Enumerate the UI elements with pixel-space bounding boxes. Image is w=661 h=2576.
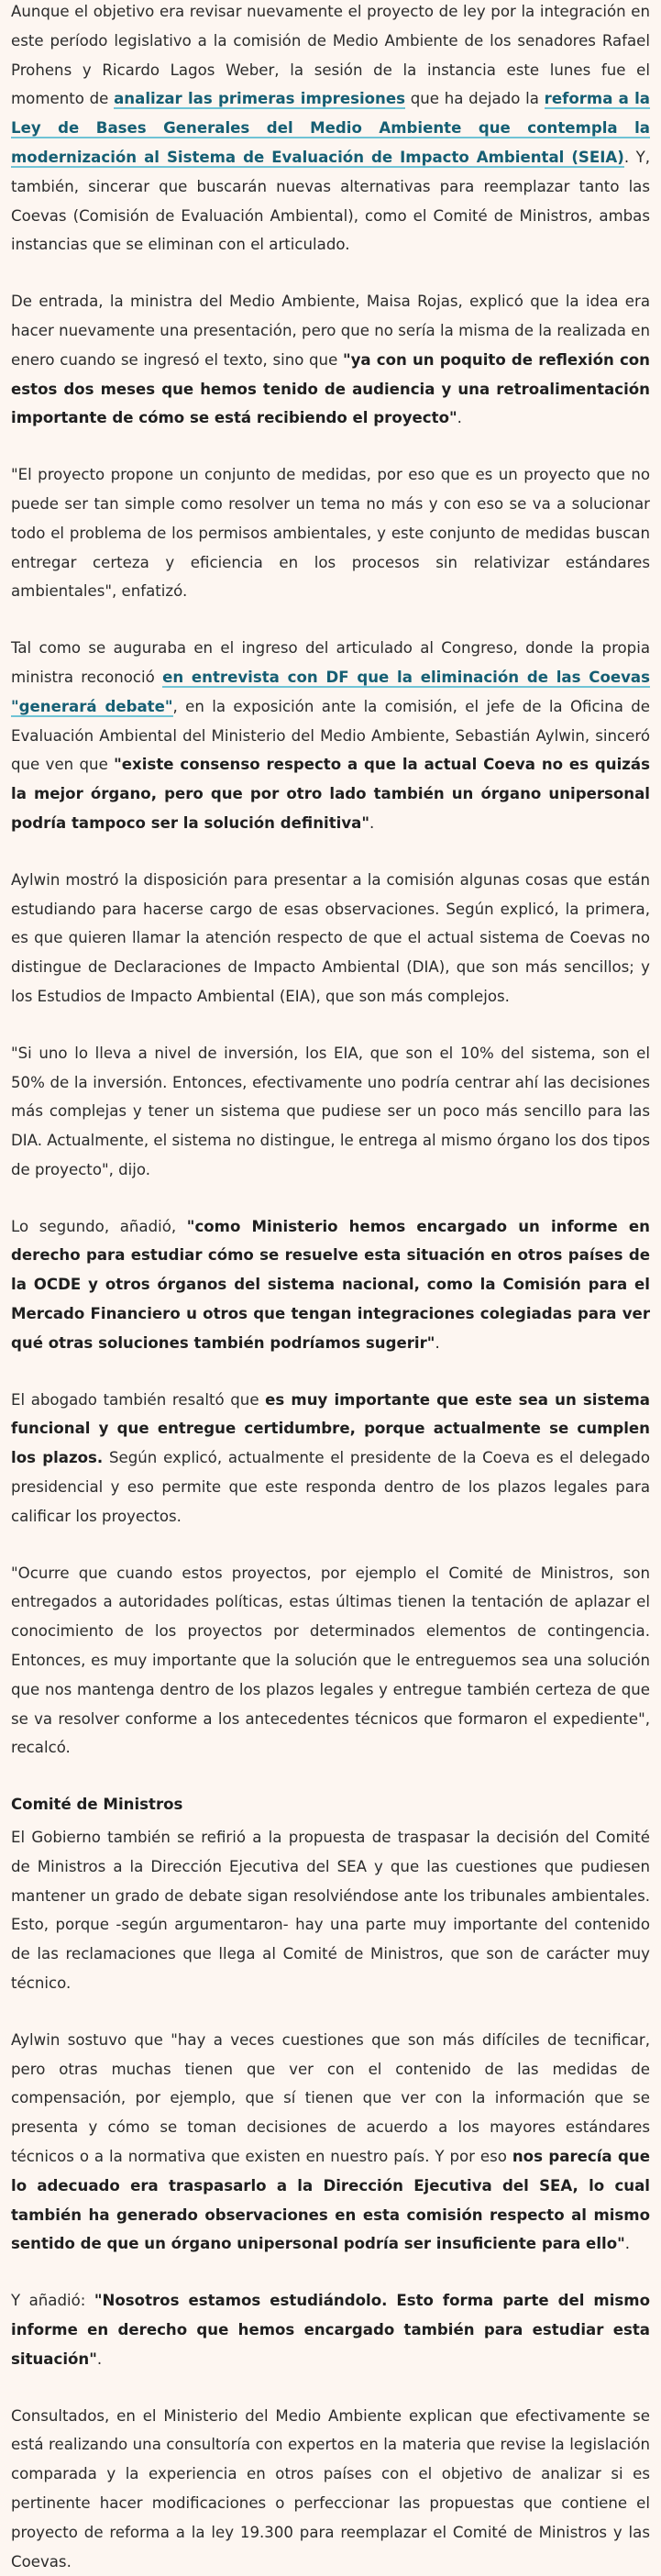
paragraph-11 <box>11 2026 650 2259</box>
paragraph-8 <box>11 1386 650 1531</box>
bold-quote: "como Ministerio hemos encargado un informe en derecho para estudiar cómo se resuelve esta situación en otros países de la OCDE y otros órganos del sistema nacional, como la Comisión para el Mercado Financiero u otros que tengan integraciones colegiadas para ver qué otras soluciones también podríamos sugerir" <box>11 1217 650 1352</box>
text: Aylwin sostuvo que "hay a veces cuestiones que son más difíciles de tecnificar, pero otras muchas tienen que ver con el contenido de las medidas de compensación, por ejemplo, que sí tienen que ver con la información que se presenta y cómo se toman decisiones de acuerdo a los mayores estándares técnicos o a la normativa que existen en nuestro país. Y por eso <box>11 2030 650 2165</box>
section-heading: Comité de Ministros <box>11 1796 183 1814</box>
text: . <box>435 1333 440 1352</box>
text: . <box>96 2349 103 2368</box>
paragraph-10 <box>11 1823 650 1998</box>
text: Lo segundo, añadió, <box>11 1217 187 1235</box>
text: , en la exposición ante la comisión, el jefe de la Oficina de Evaluación Ambiental del Ministerio del Medio Ambiente, Sebastián Aylwin, sinceró que ven que <box>11 697 650 774</box>
text: "Ocurre que cuando estos proyectos, por ejemplo el Comité de Ministros, son entregados a autoridades políticas, estas últimas tienen la tentación de aplazar el conocimiento de los proyectos por determinados elementos de contingencia. Entonces, es muy importante que la solución que le entreguemos sea una solución que nos mantenga dentro de los plazos legales y entregue también certeza de que se va resolver conforme a los antecedentes técnicos que formaron el expediente", recalcó. <box>11 1564 650 1757</box>
text: Aylwin mostró la disposición para presentar a la comisión algunas cosas que están estudiando para hacerse cargo de esas observaciones. Según explicó, la primera, es que quieren llamar la atención respecto de que el actual sistema de Coevas no distingue de Declaraciones de Impacto Ambiental (DIA), que son más sencillos; y los Estudios de Impacto Ambiental (EIA), que son más complejos. <box>11 870 650 1005</box>
paragraph-7 <box>11 1212 650 1358</box>
bold-quote: "ya con un poquito de reflexión con estos dos meses que hemos tenido de audiencia y una retroalimentación importante de cómo se está recibiendo el proyecto" <box>11 350 650 427</box>
paragraph-1 <box>11 0 650 260</box>
link-entrevista-df[interactable]: en entrevista con DF que la eliminación de las Coevas "generará debate" <box>11 668 650 715</box>
paragraph-4 <box>11 634 650 838</box>
text: Según explicó, actualmente el presidente de la Coeva es el delegado presidencial y eso permite que este responda dentro de los plazos legales para calificar los proyectos. <box>11 1449 650 1525</box>
link-primeras-impresiones[interactable]: analizar las primeras impresiones <box>114 90 405 108</box>
paragraph-3 <box>11 460 650 606</box>
paragraph-6 <box>11 1039 650 1185</box>
paragraph-9 <box>11 1559 650 1763</box>
text: De entrada, la ministra del Medio Ambiente, Maisa Rojas, explicó que la idea era hacer nuevamente una presentación, pero que no sería la misma de la realizada en enero cuando se ingresó el texto, sino que <box>11 293 650 369</box>
bold-quote: "existe consenso respecto a que la actual Coeva no es quizás la mejor órgano, pero que por otro lado también un órgano unipersonal podría tampoco ser la solución definitiva" <box>11 756 651 832</box>
text: . <box>457 409 462 427</box>
bold-quote: "Nosotros estamos estudiándolo. Esto forma parte del mismo informe en derecho que hemos encargado también para estudiar esta situación" <box>11 2292 650 2368</box>
text: "Si uno lo lleva a nivel de inversión, los EIA, que son el 10% del sistema, son el 50% de la inversión. Entonces, efectivamente uno podría centrar ahí las decisiones más complejas y tener un sistema que pudiese ser un poco más sencillo para las DIA. Actualmente, el sistema no distingue, le entrega al mismo órgano los dos tipos de proyecto", dijo. <box>11 1044 651 1178</box>
text: Y añadió: <box>11 2292 94 2310</box>
text: El abogado también resaltó que <box>11 1390 266 1409</box>
text: . Y, también, sincerar que buscarán nuevas alternativas para reemplazar tanto las Coevas (Comisión de Evaluación Ambiental), como el Comité de Ministros, ambas instancias que se eliminan con el articulado. <box>11 148 650 254</box>
paragraph-12 <box>11 2286 650 2373</box>
text: Aunque el objetivo era revisar nuevamente el proyecto de ley por la integración en este período legislativo a la comisión de Medio Ambiente de los senadores Rafael Prohens y Ricardo Lagos Weber, la sesión de la instancia este lunes fue el momento de <box>11 3 650 108</box>
text: El Gobierno también se refirió a la propuesta de traspasar la decisión del Comité de Ministros a la Dirección Ejecutiva del SEA y que las cuestiones que pudiesen mantener un grado de debate sigan resolviéndose ante los tribunales ambientales. Esto, porque -según argumentaron- hay una parte muy importante del contenido de las reclamaciones que llega al Comité de Ministros, que son de carácter muy técnico. <box>11 1829 650 1993</box>
text: Tal como se auguraba en el ingreso del articulado al Congreso, donde la propia ministra reconoció <box>11 639 650 686</box>
bold-quote: nos parecía que lo adecuado era traspasarlo a la Dirección Ejecutiva del SEA, lo cual también ha generado observaciones en esta comisión respecto al mismo sentido de que un órgano unipersonal podría ser insuficiente para ello" <box>11 2148 651 2253</box>
text: . <box>369 813 375 832</box>
paragraph-13 <box>11 2402 650 2576</box>
link-reforma-ley-bases[interactable]: reforma a la Ley de Bases Generales del Medio Ambiente que contempla la modernización al Sistema de Evaluación de Impacto Ambiental (SEIA) <box>11 90 650 166</box>
bold-statement: es muy importante que este sea un sistema funcional y que entregue certidumbre, porque actualmente se cumplen los plazos. <box>11 1390 650 1467</box>
text: que ha dejado la <box>405 90 545 108</box>
text: Consultados, en el Ministerio del Medio Ambiente explican que efectivamente se está realizando una consultoría con expertos en la materia que revise la legislación comparada y la experiencia en otros países con el objetivo de analizar si es pertinente hacer modificaciones o perfeccionar las propuestas que contiene el proyecto de reforma a la ley 19.300 para reemplazar el Comité de Ministros y las Coevas. <box>11 2406 650 2570</box>
paragraph-5 <box>11 866 650 1012</box>
paragraph-2 <box>11 287 650 433</box>
text: . <box>624 2235 631 2253</box>
text: "El proyecto propone un conjunto de medidas, por eso que es un proyecto que no puede ser tan simple como resolver un tema no más y con eso se va a solucionar todo el problema de los permisos ambientales, y este conjunto de medidas buscan entregar certeza y eficiencia en los procesos sin relativizar estándares ambientales", enfatizó. <box>11 466 650 601</box>
